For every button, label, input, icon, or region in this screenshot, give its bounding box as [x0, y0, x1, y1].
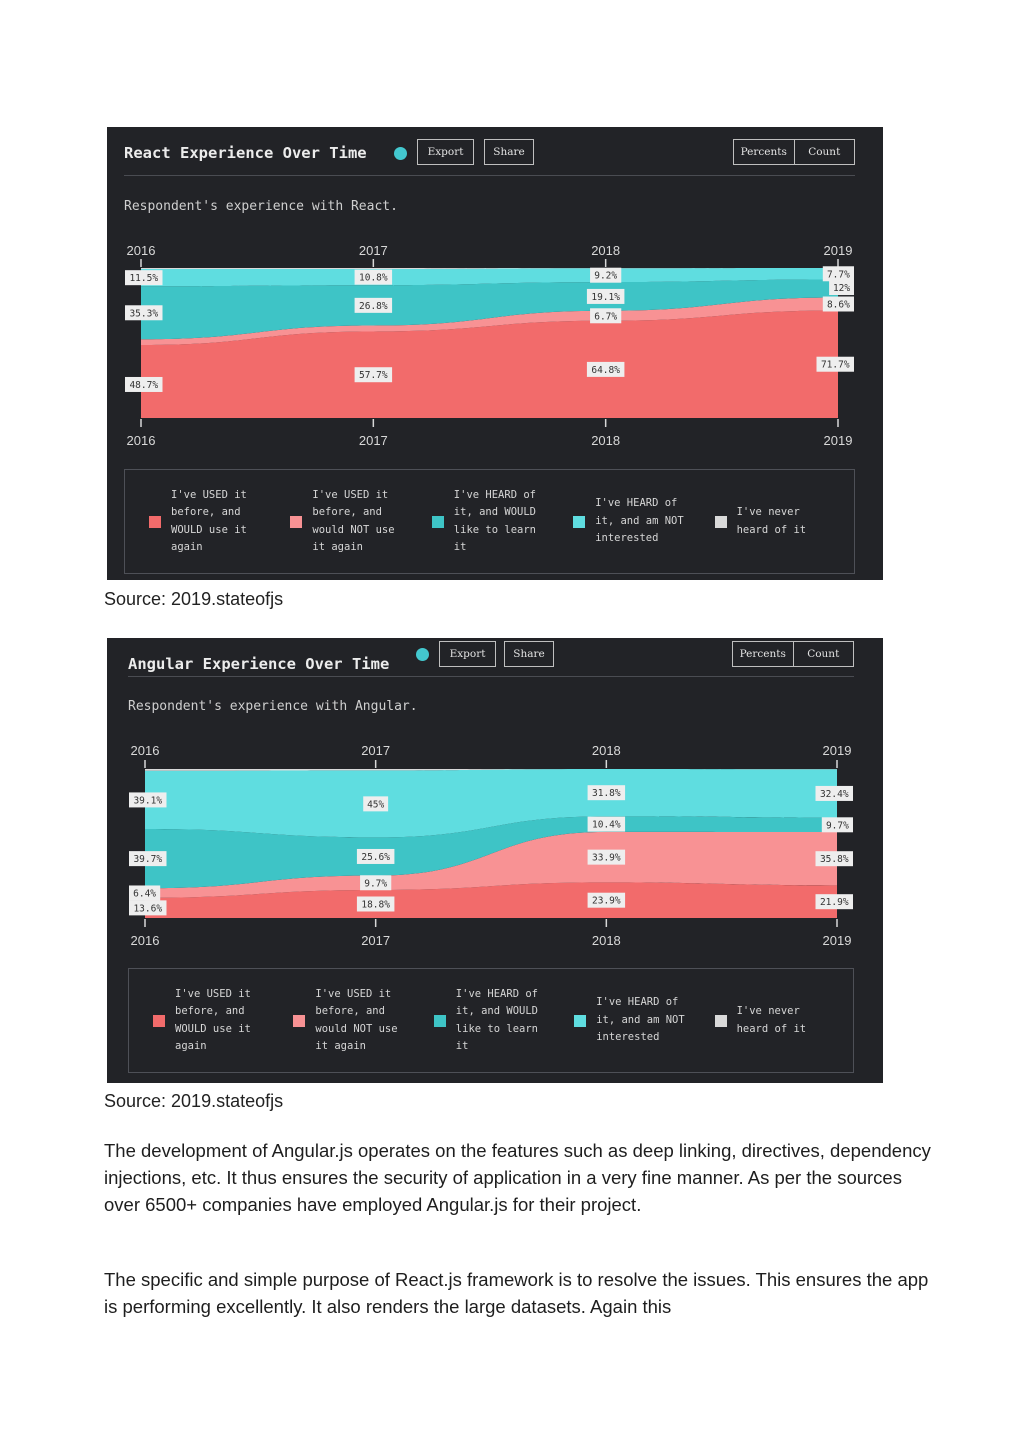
legend-label: I've HEARD of it, and WOULD like to learn it — [453, 488, 536, 553]
legend-item[interactable] — [293, 969, 410, 1072]
source-caption: Source: 2019.stateofjs — [104, 589, 284, 609]
data-label: 8.6% — [826, 299, 850, 311]
x-tick-label-top: 2019 — [823, 243, 853, 258]
legend-label: I've USED it before, and WOULD use it again — [171, 488, 247, 553]
data-label: 19.1% — [591, 291, 620, 303]
legend-item[interactable] — [153, 969, 270, 1072]
legend-swatch — [715, 516, 727, 528]
legend-item[interactable] — [715, 969, 832, 1072]
data-label: 23.9% — [592, 895, 621, 907]
legend-item[interactable] — [573, 470, 690, 573]
legend-swatch — [149, 516, 161, 528]
angular-chart-panel — [107, 638, 883, 1083]
data-label: 48.7% — [129, 379, 159, 391]
legend-label: I've USED it before, and WOULD use it again — [175, 987, 251, 1052]
legend-swatch — [574, 1015, 586, 1027]
legend-label: I've never heard of it — [736, 1005, 807, 1035]
data-label: 9.7% — [825, 820, 849, 832]
data-label: 33.9% — [592, 852, 621, 864]
legend-item[interactable] — [434, 969, 551, 1072]
x-tick-label-top: 2019 — [822, 743, 852, 758]
legend-swatch — [293, 1015, 305, 1027]
chart-title: Angular Experience Over Time — [128, 655, 390, 673]
legend-label: I've HEARD of it, and am NOT interested — [595, 497, 684, 545]
legend-label: I've HEARD of it, and am NOT interested — [596, 996, 685, 1044]
paragraph-react: The specific and simple purpose of React.js framework is to resolve the issues. This ensures the app is performing excellently. It also renders the large datasets. Again this — [104, 1269, 929, 1317]
share-button[interactable]: Share — [504, 641, 554, 667]
x-tick-label-top: 2018 — [591, 743, 621, 758]
legend-item[interactable] — [715, 470, 832, 573]
percents-button[interactable]: Percents — [739, 648, 786, 660]
data-label: 10.8% — [359, 272, 388, 284]
percents-button[interactable]: Percents — [740, 146, 787, 158]
data-label: 64.8% — [591, 364, 620, 376]
x-tick-label-bottom: 2016 — [126, 433, 156, 448]
legend-item[interactable] — [432, 470, 549, 573]
x-tick-label-top: 2017 — [361, 743, 391, 758]
x-tick-label-bottom: 2017 — [358, 433, 388, 448]
data-label: 12% — [832, 283, 851, 295]
x-tick-label-top: 2016 — [130, 743, 160, 758]
angular-area-chart — [107, 638, 883, 968]
legend-item[interactable] — [290, 470, 407, 573]
data-label: 26.8% — [359, 300, 388, 312]
share-button[interactable]: Share — [484, 139, 534, 165]
x-tick-label-bottom: 2018 — [591, 933, 621, 948]
data-label: 35.8% — [819, 854, 849, 866]
data-label: 6.7% — [594, 311, 618, 323]
legend-swatch — [290, 516, 302, 528]
count-button[interactable]: Count — [794, 140, 855, 164]
chart-legend — [124, 469, 855, 574]
data-label: 13.6% — [133, 903, 163, 915]
data-label: 57.7% — [359, 370, 388, 382]
x-tick-label-top: 2017 — [358, 243, 388, 258]
x-tick-label-bottom: 2017 — [361, 933, 391, 948]
legend-label: I've USED it before, and would NOT use it again — [312, 488, 395, 553]
legend-label: I've HEARD of it, and WOULD like to learn it — [455, 987, 538, 1052]
data-label: 18.8% — [361, 899, 390, 911]
legend-swatch — [715, 1015, 727, 1027]
chart-subtitle: Respondent's experience with React. — [124, 199, 398, 214]
data-label: 35.3% — [129, 308, 159, 320]
legend-swatch — [434, 1015, 446, 1027]
x-tick-label-bottom: 2018 — [591, 433, 621, 448]
data-label: 71.7% — [820, 359, 850, 371]
x-tick-label-bottom: 2019 — [822, 933, 852, 948]
data-label: 11.5% — [129, 273, 159, 285]
legend-label: I've never heard of it — [736, 506, 807, 536]
chart-subtitle: Respondent's experience with Angular. — [128, 699, 418, 714]
x-tick-label-top: 2016 — [126, 243, 156, 258]
paragraph-angular: The development of Angular.js operates on the features such as deep linking, directives, dependency injections, etc. It thus ensures the security of application in a very fine manner. As per the sources over 6500+ companies have employed Angular.js for their project. — [104, 1140, 931, 1215]
legend-item[interactable] — [149, 470, 266, 573]
data-label: 32.4% — [819, 788, 849, 800]
legend-swatch — [153, 1015, 165, 1027]
data-label: 45% — [367, 799, 385, 811]
data-label: 39.7% — [133, 854, 163, 866]
data-label: 21.9% — [819, 897, 849, 909]
chart-legend — [128, 968, 854, 1073]
legend-swatch — [573, 516, 585, 528]
export-button[interactable]: Export — [417, 139, 474, 165]
data-label: 6.4% — [133, 888, 157, 900]
x-tick-label-top: 2018 — [591, 243, 621, 258]
count-button[interactable]: Count — [793, 642, 854, 666]
legend-swatch — [432, 516, 444, 528]
source-caption: Source: 2019.stateofjs — [104, 1091, 284, 1111]
data-label: 9.7% — [364, 878, 388, 890]
export-button[interactable]: Export — [439, 641, 496, 667]
legend-label: I've USED it before, and would NOT use it again — [315, 987, 398, 1052]
chart-title: React Experience Over Time — [124, 144, 367, 162]
data-label: 9.2% — [594, 270, 618, 282]
data-label: 10.4% — [592, 819, 621, 831]
x-tick-label-bottom: 2019 — [823, 433, 853, 448]
legend-item[interactable] — [574, 969, 691, 1072]
react-area-chart — [107, 127, 883, 467]
data-label: 31.8% — [592, 788, 621, 800]
react-chart-panel — [107, 127, 883, 580]
x-tick-label-bottom: 2016 — [130, 933, 160, 948]
data-label: 7.7% — [826, 269, 850, 281]
data-label: 25.6% — [361, 851, 390, 863]
data-label: 39.1% — [133, 795, 163, 807]
